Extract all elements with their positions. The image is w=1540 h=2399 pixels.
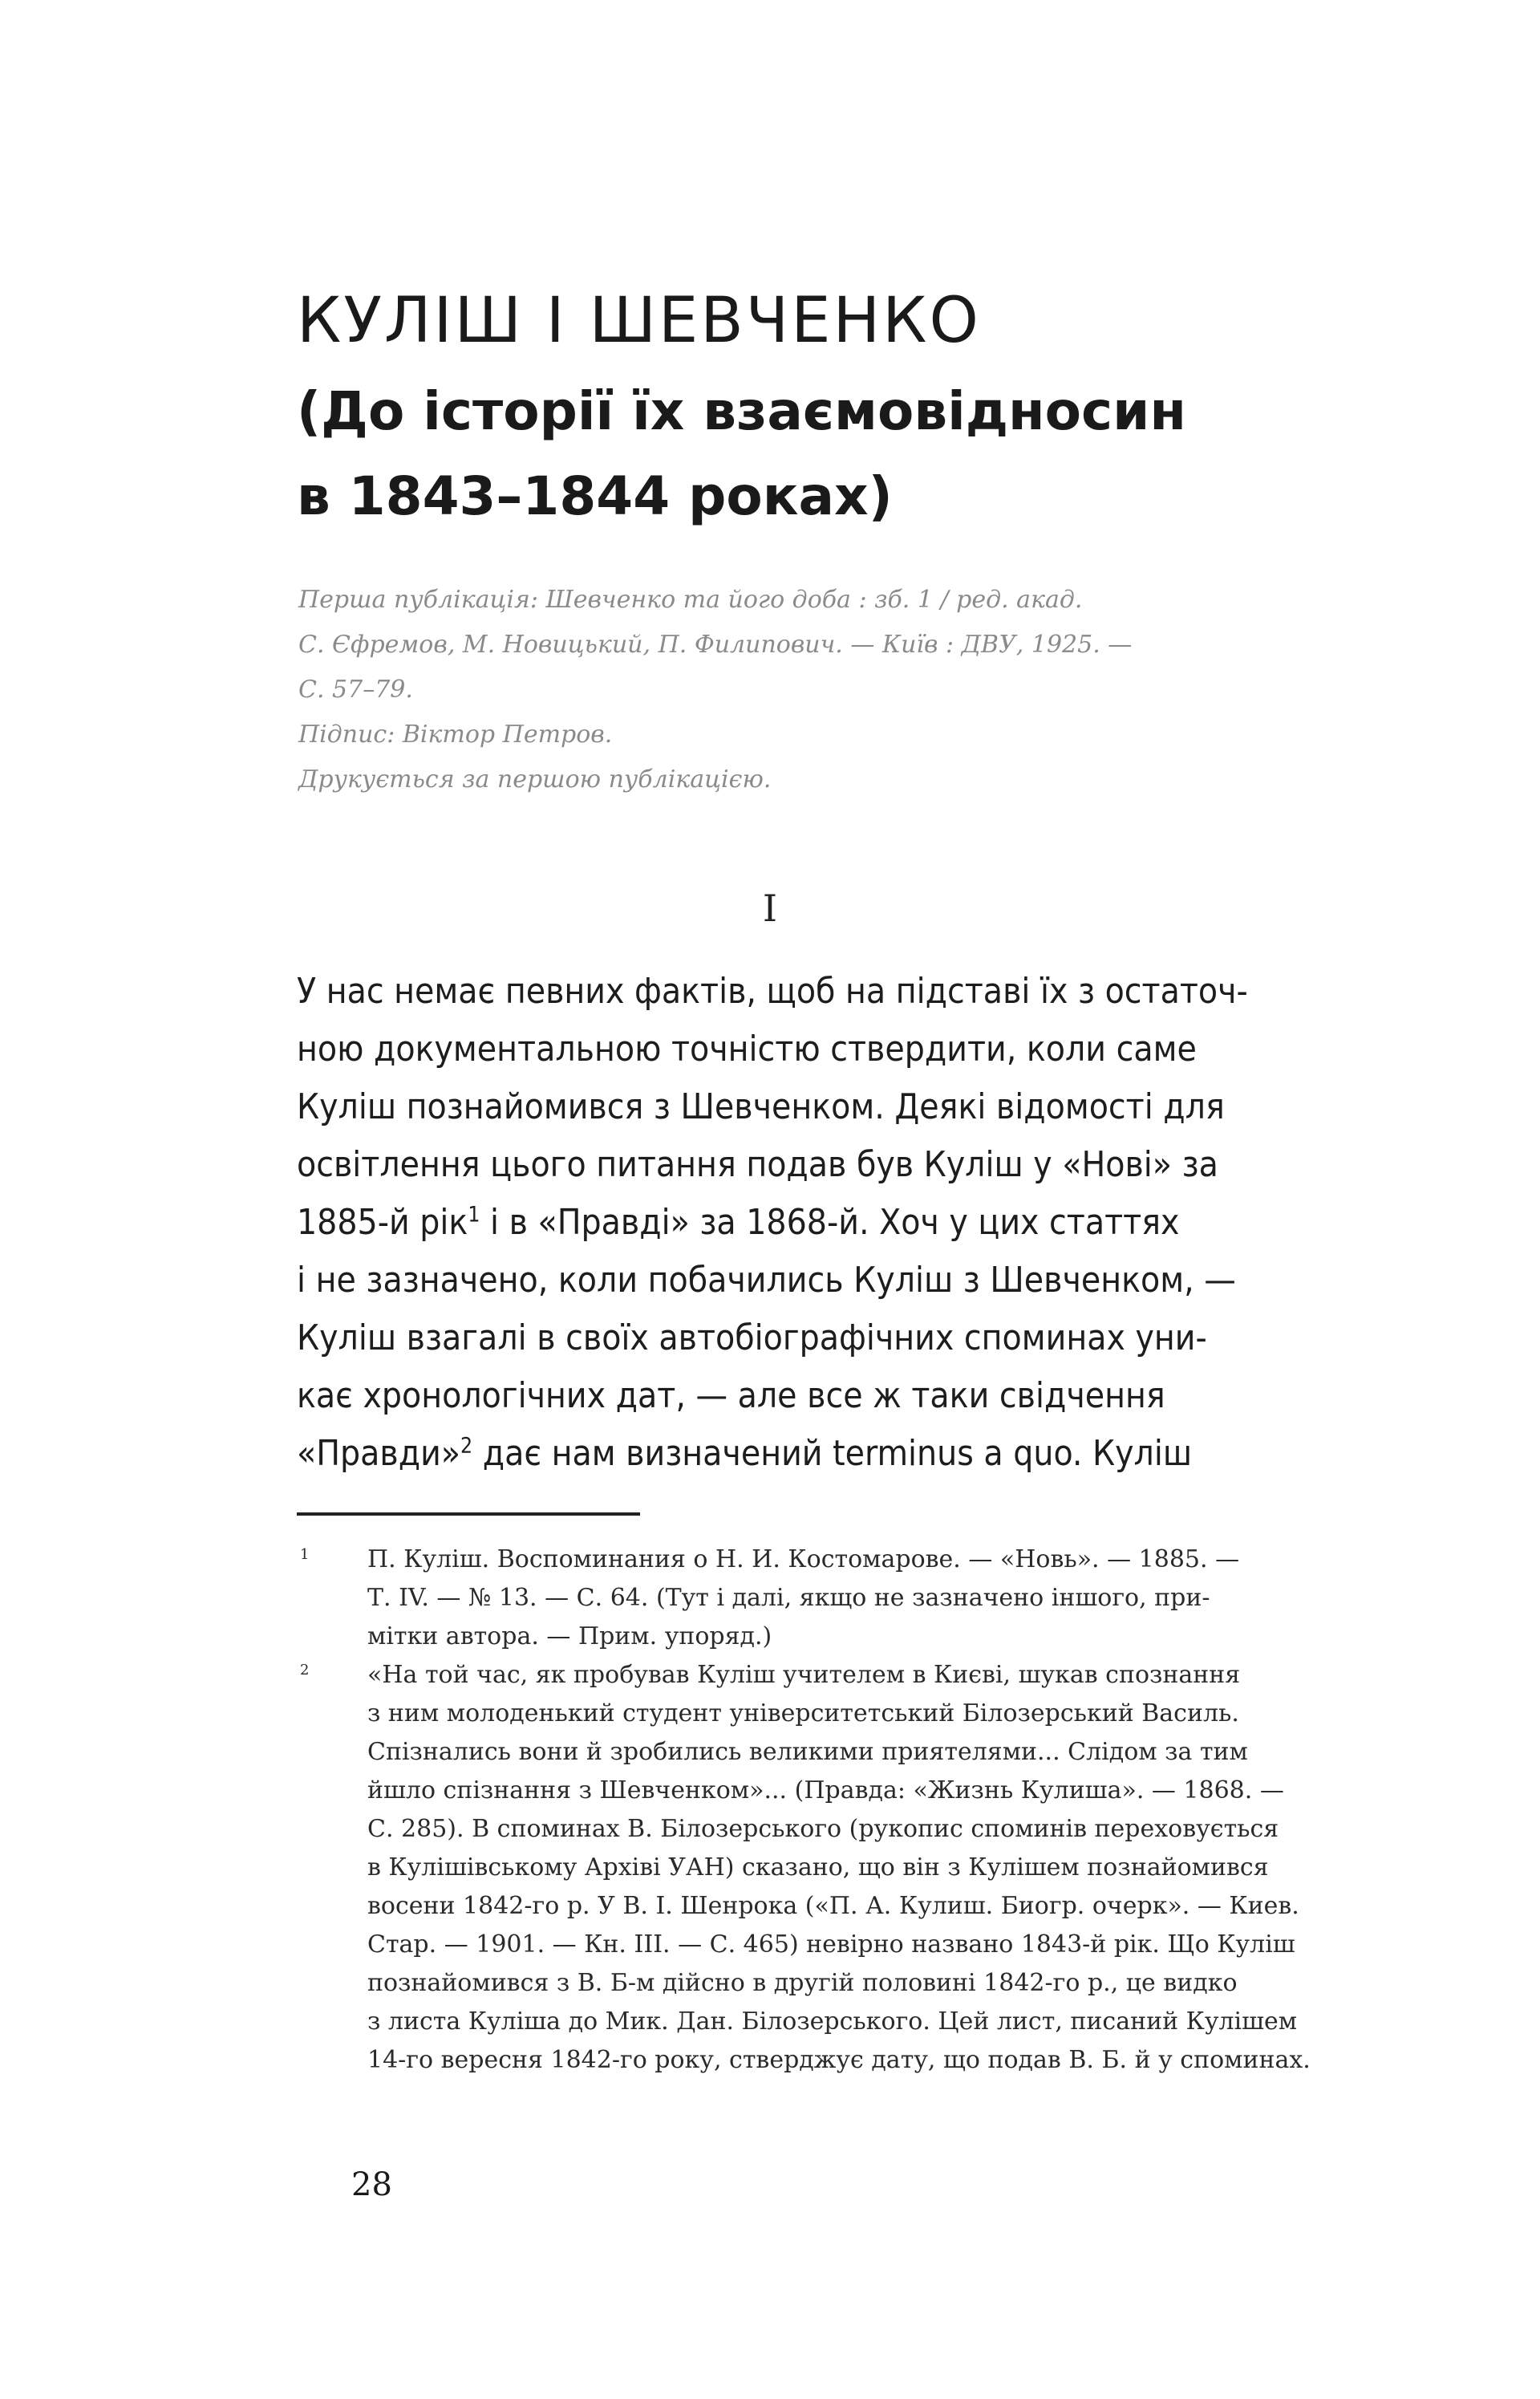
footnotes <box>297 1540 1339 2080</box>
body-text-segment: «Правди» <box>297 1433 461 1474</box>
footnote-ref-2[interactable]: 2 <box>460 1433 473 1459</box>
footnote-line: йшло спізнання з Шевченком»... (Правда: «Жизнь Кулиша». — 1868. — <box>367 1776 1284 1804</box>
chapter-subtitle <box>297 369 1186 539</box>
footnote-separator <box>297 1512 640 1516</box>
footnote-line: П. Куліш. Воспоминания о Н. И. Костомарове. — «Новь». — 1885. — <box>367 1545 1240 1573</box>
footnote-line: Спізнались вони й зробились великими приятелями... Слідом за тим <box>367 1738 1248 1766</box>
footnote-1 <box>297 1540 1339 1656</box>
publication-note-line: С. Єфремов, М. Новицький, П. Филипович. — Київ : ДВУ, 1925. — <box>298 631 1133 659</box>
footnote-line: Стар. — 1901. — Кн. III. — С. 465) невірно названо 1843-й рік. Що Куліш <box>367 1930 1295 1959</box>
section-number: I <box>762 887 778 930</box>
footnote-line: «На той час, як пробував Куліш учителем в Києві, шукав спознання <box>367 1661 1241 1689</box>
chapter-subtitle-line-2: в 1843–1844 роках) <box>297 465 893 527</box>
body-text <box>297 963 1339 1483</box>
body-line: Куліш познайомився з Шевченком. Деякі відомості для <box>297 1086 1225 1127</box>
body-line: ною документальною точністю ствердити, коли саме <box>297 1029 1197 1070</box>
footnote-line: з листа Куліша до Мик. Дан. Білозерського. Цей лист, писаний Кулішем <box>367 2007 1298 2036</box>
chapter-title: КУЛІШ І ШЕВЧЕНКО <box>297 285 981 357</box>
body-line: У нас немає певних фактів, щоб на підставі їх з остаточ- <box>297 971 1248 1012</box>
footnote-line: 14-го вересня 1842-го року, стверджує дату, що подав В. Б. й у споминах. <box>367 2046 1311 2074</box>
publication-note-line: Перша публікація: Шевченко та його доба : зб. 1 / ред. акад. <box>298 586 1083 614</box>
body-line: і не зазначено, коли побачились Куліш з Шевченком, — <box>297 1260 1236 1301</box>
footnote-2 <box>297 1656 1339 2080</box>
footnote-number: 1 <box>300 1546 310 1563</box>
body-text-segment: 1885-й рік <box>297 1202 468 1243</box>
body-line <box>297 1425 1339 1483</box>
footnote-number: 2 <box>300 1662 310 1678</box>
body-line: Куліш взагалі в своїх автобіографічних споминах уни- <box>297 1317 1207 1358</box>
body-line: освітлення цього питання подав був Куліш у «Нові» за <box>297 1144 1218 1185</box>
body-text-segment: дає нам визначений terminus a quo. Куліш <box>472 1433 1193 1474</box>
footnote-line: познайомився з В. Б-м дійсно в другій половині 1842-го р., це видко <box>367 1969 1238 1997</box>
body-text-segment: і в «Правді» за 1868-й. Хоч у цих статтях <box>480 1202 1180 1243</box>
footnote-line: з ним молоденький студент університетський Білозерський Василь. <box>367 1699 1239 1727</box>
page-number: 28 <box>351 2166 392 2203</box>
publication-note <box>298 578 1132 802</box>
publication-note-line: Друкується за першою публікацією. <box>298 765 772 794</box>
body-line <box>297 1194 1339 1252</box>
publication-note-line: С. 57–79. <box>298 676 413 704</box>
chapter-subtitle-line-1: (До історії їх взаємовідносин <box>297 380 1186 442</box>
footnote-line: Т. IV. — № 13. — С. 64. (Тут і далі, якщо не зазначено іншого, при- <box>367 1584 1210 1612</box>
footnote-line: С. 285). В споминах В. Білозерського (рукопис споминів переховується <box>367 1815 1279 1843</box>
publication-note-line: Підпис: Віктор Петров. <box>298 721 613 749</box>
footnote-ref-1[interactable]: 1 <box>468 1202 480 1228</box>
footnote-line: восени 1842-го р. У В. І. Шенрока («П. А. Кулиш. Биогр. очерк». — Киев. <box>367 1892 1299 1920</box>
footnote-line: в Кулішівському Архіві УАН) сказано, що він з Кулішем познайомився <box>367 1853 1269 1881</box>
body-line: кає хронологічних дат, — але все ж таки свідчення <box>297 1375 1165 1416</box>
footnote-line: мітки автора. — Прим. упоряд.) <box>367 1622 772 1650</box>
